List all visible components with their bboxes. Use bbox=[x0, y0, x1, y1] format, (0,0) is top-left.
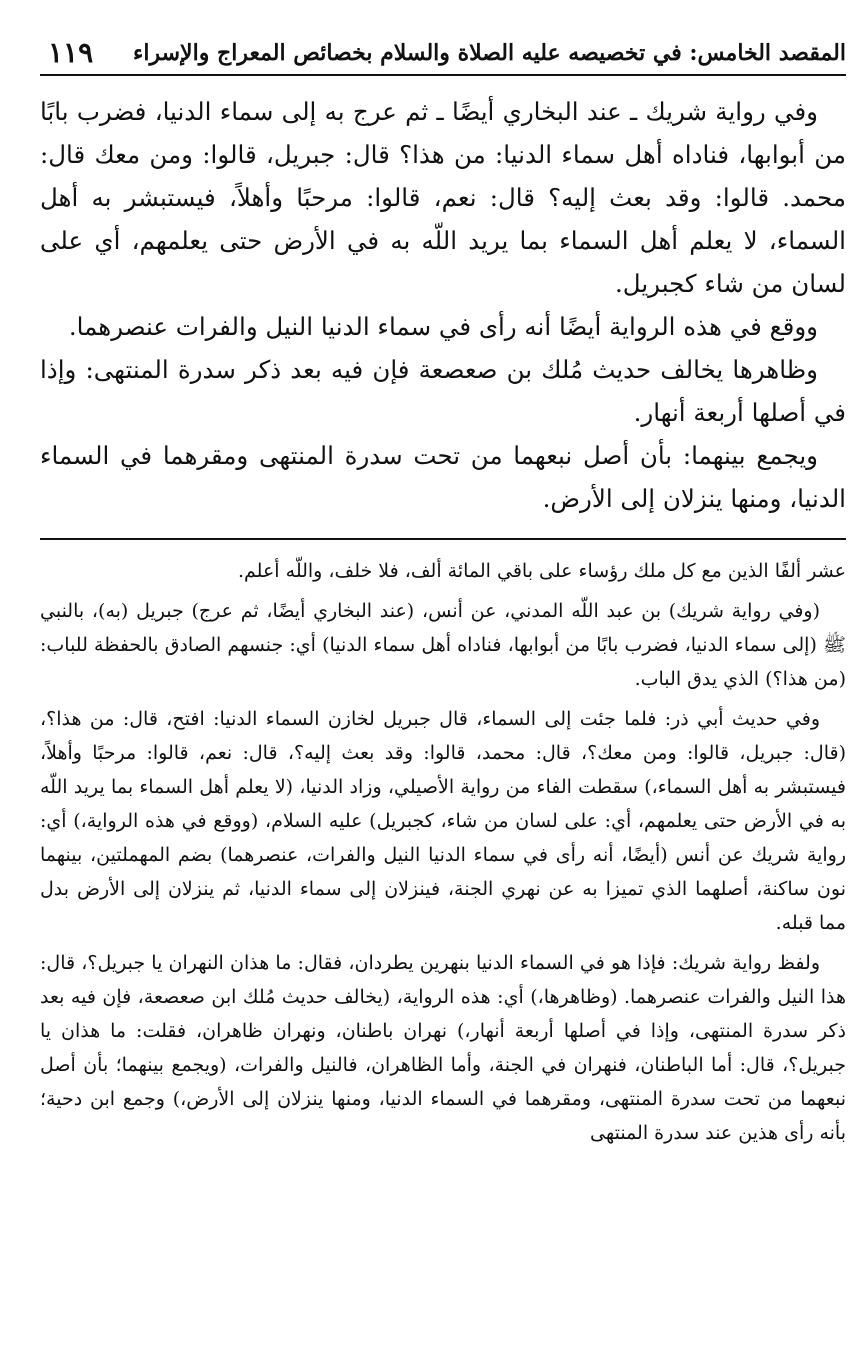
main-paragraph: ووقع في هذه الرواية أيضًا أنه رأى في سماء الدنيا النيل والفرات عنصرهما. bbox=[68, 312, 818, 341]
main-text bbox=[40, 90, 846, 520]
page-header bbox=[40, 30, 846, 76]
footnote-divider bbox=[40, 538, 846, 540]
main-paragraph: وظاهرها يخالف حديث مُلك بن صعصعة فإن فيه بعد ذكر سدرة المنتهى: وإذا في أصلها أربعة أنهار. bbox=[40, 355, 846, 427]
main-paragraph: ويجمع بينهما: بأن أصل نبعهما من تحت سدرة المنتهى ومقرهما في السماء الدنيا، ومنها ينزلان إلى الأرض. bbox=[40, 441, 846, 513]
page-number: ١١٩ bbox=[48, 36, 94, 69]
commentary bbox=[40, 554, 846, 1150]
commentary-paragraph: ولفظ رواية شريك: فإذا هو في السماء الدنيا بنهرين يطردان، فقال: ما هذان النهران يا جبريل؟، قال: هذا النيل والفرات عنصرهما. (وظاهرها،) أي: هذه الرواية، (يخالف حديث مُلك ابن صعصعة، فإن فيه بعد ذكر سدرة المنتهى، وإذا في أصلها أربعة أنهار،) نهران باطنان، ونهران ظاهران، فقلت: ما هذان يا جبريل؟، قال: أما الباطنان، فنهران في الجنة، وأما الظاهران، فالنيل والفرات، (ويجمع بينهما؛ بأن أصل نبعهما من تحت سدرة المنتهى، ومقرهما في السماء الدنيا، ومنها ينزلان إلى الأرض،) وجمع ابن دحية؛ بأنه رأى هذين عند سدرة المنتهى bbox=[40, 952, 846, 1144]
main-paragraph: وفي رواية شريك ـ عند البخاري أيضًا ـ ثم عرج به إلى سماء الدنيا، فضرب بابًا من أبوابها، فناداه أهل سماء الدنيا: من هذا؟ قال: جبريل، قالوا: ومن معك قال: محمد. قالوا: وقد بعث إليه؟ قال: نعم، قالوا: مرحبًا وأهلاً، فيستبشر به أهل السماء، لا يعلم أهل السماء بما يريد اللّه به في الأرض حتى يعلمهم، أي على لسان من شاء كجبريل. bbox=[40, 97, 846, 298]
commentary-paragraph: وفي حديث أبي ذر: فلما جئت إلى السماء، قال جبريل لخازن السماء الدنيا: افتح، قال: من هذا؟، (قال: جبريل، قالوا: ومن معك؟، قال: محمد، قالوا: وقد بعث إليه؟، قال: نعم، قالوا: مرحبًا وأهلاً، فيستبشر به أهل السماء،) سقطت الفاء من رواية الأصيلي، وزاد الدنيا، (لا يعلم أهل السماء بما يريد اللّه به في الأرض حتى يعلمهم، أي: على لسان من شاء، كجبريل) عليه السلام، (ووقع في هذه الرواية،) أي: رواية شريك عن أنس (أيضًا، أنه رأى في سماء الدنيا النيل والفرات، عنصرهما) بضم المهملتين، بينهما نون ساكنة، أصلهما الذي تميزا به عن نهري الجنة، فينزلان إلى سماء الدنيا، ثم ينزلان إلى الأرض بدل مما قبله. bbox=[40, 708, 847, 934]
commentary-paragraph: (وفي رواية شريك) بن عبد اللّه المدني، عن أنس، (عند البخاري أيضًا، ثم عرج) جبريل (به)، بالنبي ﷺ (إلى سماء الدنيا، فضرب بابًا من أبوابها، فناداه أهل سماء الدنيا) أي: جنسهم الصادق بالحفظة للباب: (من هذا؟) الذي يدق الباب. bbox=[40, 600, 846, 690]
book-page bbox=[40, 30, 846, 1350]
commentary-paragraph: عشر ألفًا الذين مع كل ملك رؤساء على باقي المائة ألف، فلا خلف، واللّه أعلم. bbox=[238, 560, 846, 582]
running-title: المقصد الخامس: في تخصيصه عليه الصلاة والسلام بخصائص المعراج والإسراء bbox=[133, 40, 846, 66]
